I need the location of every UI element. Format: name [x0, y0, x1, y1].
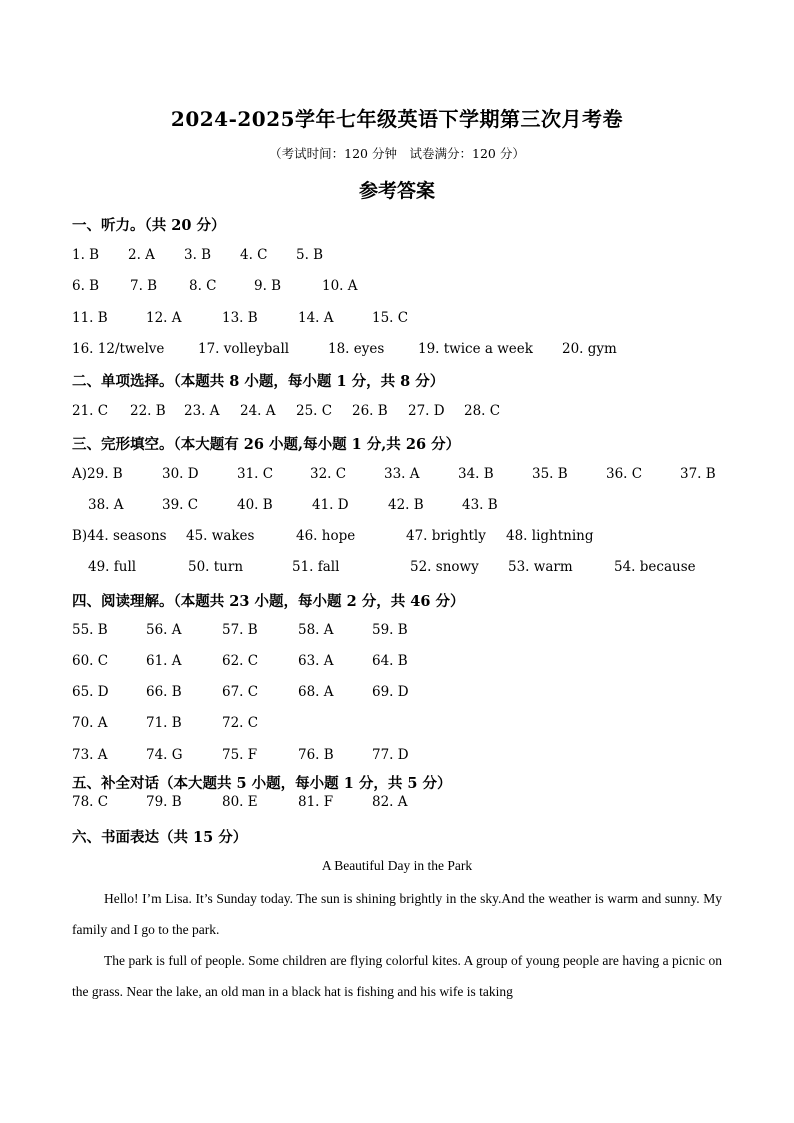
answer-item: 51. fall	[292, 559, 340, 575]
answer-item: 72. C	[222, 715, 259, 731]
answer-item: 27. D	[408, 403, 445, 419]
document-title: 2024-2025学年七年级英语下学期第三次月考卷	[170, 107, 624, 131]
answer-row	[72, 715, 754, 735]
section-single-choice-heading: 二、单项选择。（本题共 8 小题，每小题 1 分，共 8 分）	[72, 373, 445, 390]
answer-item: 82. A	[372, 794, 408, 810]
answer-item: 79. B	[146, 794, 182, 810]
answer-item: 74. G	[146, 747, 183, 763]
answer-item: 52. snowy	[410, 559, 479, 575]
answer-item: 58. A	[298, 622, 334, 638]
answer-item: 8. C	[189, 278, 217, 294]
answer-item: 63. A	[298, 653, 334, 669]
answer-item: 25. C	[296, 403, 333, 419]
answer-row	[72, 684, 754, 704]
answer-item: 49. full	[88, 559, 137, 575]
answer-item: 70. A	[72, 715, 108, 731]
answer-row	[72, 310, 754, 330]
answer-item: 36. C	[606, 466, 643, 482]
section-writing-heading: 六、书面表达（共 15 分）	[72, 829, 248, 846]
answer-item: 80. E	[222, 794, 258, 810]
answer-item: 42. B	[388, 497, 424, 513]
answer-item: A)29. B	[72, 466, 123, 482]
answer-item: 26. B	[352, 403, 388, 419]
answer-row	[72, 247, 754, 267]
answer-item: 23. A	[184, 403, 220, 419]
answer-item: 39. C	[162, 497, 199, 513]
answer-item: 10. A	[322, 278, 358, 294]
answer-item: 32. C	[310, 466, 347, 482]
answer-item: 21. C	[72, 403, 109, 419]
answer-item: 48. lightning	[506, 528, 594, 544]
section-listening-heading: 一、听力。（共 20 分）	[72, 217, 226, 234]
answer-row	[72, 278, 754, 298]
answer-item: 7. B	[130, 278, 158, 294]
answer-item: 22. B	[130, 403, 166, 419]
answer-item: 62. C	[222, 653, 259, 669]
answer-item: 73. A	[72, 747, 108, 763]
answer-item: 9. B	[254, 278, 282, 294]
answer-row	[72, 559, 754, 579]
section-reading-heading: 四、阅读理解。（本题共 23 小题，每小题 2 分，共 46 分）	[72, 593, 465, 610]
answer-row	[72, 466, 754, 486]
answer-item: 40. B	[237, 497, 273, 513]
essay-paragraph: Hello! I’m Lisa. It’s Sunday today. The sun is shining brightly in the sky.And the weather is warm and sunny. My family and I go to the park.	[72, 891, 722, 937]
answer-item: 76. B	[298, 747, 334, 763]
answer-item: 19. twice a week	[418, 341, 533, 357]
answer-item: 46. hope	[296, 528, 356, 544]
answer-item: 18. eyes	[328, 341, 385, 357]
answer-item: 43. B	[462, 497, 498, 513]
answer-item: 59. B	[372, 622, 408, 638]
answer-item: 14. A	[298, 310, 334, 326]
section-dialogue-heading: 五、补全对话（本大题共 5 小题，每小题 1 分，共 5 分）	[72, 775, 452, 792]
answer-row	[72, 653, 754, 673]
exam-info: （考试时间：120 分钟 试卷满分：120 分）	[269, 146, 525, 161]
answer-item: 5. B	[296, 247, 324, 263]
answer-item: 17. volleyball	[198, 341, 290, 357]
answer-item: 24. A	[240, 403, 276, 419]
answer-item: 66. B	[146, 684, 182, 700]
answer-item: 65. D	[72, 684, 109, 700]
answer-item: 38. A	[88, 497, 124, 513]
answer-item: 16. 12/twelve	[72, 341, 165, 357]
answer-item: 56. A	[146, 622, 182, 638]
answer-item: 45. wakes	[186, 528, 255, 544]
answer-item: B)44. seasons	[72, 528, 167, 544]
answer-item: 41. D	[312, 497, 349, 513]
answer-row	[72, 747, 754, 767]
answer-item: 28. C	[464, 403, 501, 419]
answer-item: 13. B	[222, 310, 258, 326]
answer-item: 68. A	[298, 684, 334, 700]
answer-item: 61. A	[146, 653, 182, 669]
answer-item: 11. B	[72, 310, 108, 326]
answer-item: 1. B	[72, 247, 100, 263]
answer-item: 31. C	[237, 466, 274, 482]
answer-item: 34. B	[458, 466, 494, 482]
answer-item: 81. F	[298, 794, 334, 810]
answer-item: 12. A	[146, 310, 182, 326]
section-cloze-heading: 三、完形填空。（本大题有 26 小题,每小题 1 分,共 26 分）	[72, 436, 461, 453]
answer-item: 64. B	[372, 653, 408, 669]
answer-item: 67. C	[222, 684, 259, 700]
answer-item: 4. C	[240, 247, 268, 263]
answer-item: 20. gym	[562, 341, 617, 357]
answer-item: 33. A	[384, 466, 420, 482]
answer-key-heading: 参考答案	[358, 180, 435, 202]
answer-row	[72, 497, 754, 517]
answer-item: 57. B	[222, 622, 258, 638]
answer-item: 54. because	[614, 559, 696, 575]
answer-row	[72, 341, 754, 361]
answer-row	[72, 794, 754, 814]
answer-item: 75. F	[222, 747, 258, 763]
essay-paragraph: The park is full of people. Some children are flying colorful kites. A group of young people are having a picnic on the grass. Near the lake, an old man in a black hat is fishing and his wife is taking	[72, 953, 722, 999]
answer-item: 6. B	[72, 278, 100, 294]
answer-row	[72, 528, 754, 548]
answer-item: 35. B	[532, 466, 568, 482]
answer-item: 47. brightly	[406, 528, 486, 544]
answer-item: 15. C	[372, 310, 409, 326]
answer-item: 71. B	[146, 715, 182, 731]
answer-row	[72, 403, 754, 423]
essay-title: A Beautiful Day in the Park	[321, 858, 473, 873]
answer-item: 60. C	[72, 653, 109, 669]
answer-item: 55. B	[72, 622, 108, 638]
answer-item: 50. turn	[188, 559, 244, 575]
answer-item: 37. B	[680, 466, 716, 482]
answer-item: 78. C	[72, 794, 109, 810]
answer-item: 53. warm	[508, 559, 573, 575]
answer-row	[72, 622, 754, 642]
answer-item: 30. D	[162, 466, 199, 482]
answer-item: 77. D	[372, 747, 409, 763]
answer-item: 2. A	[128, 247, 155, 263]
answer-item: 69. D	[372, 684, 409, 700]
answer-item: 3. B	[184, 247, 212, 263]
